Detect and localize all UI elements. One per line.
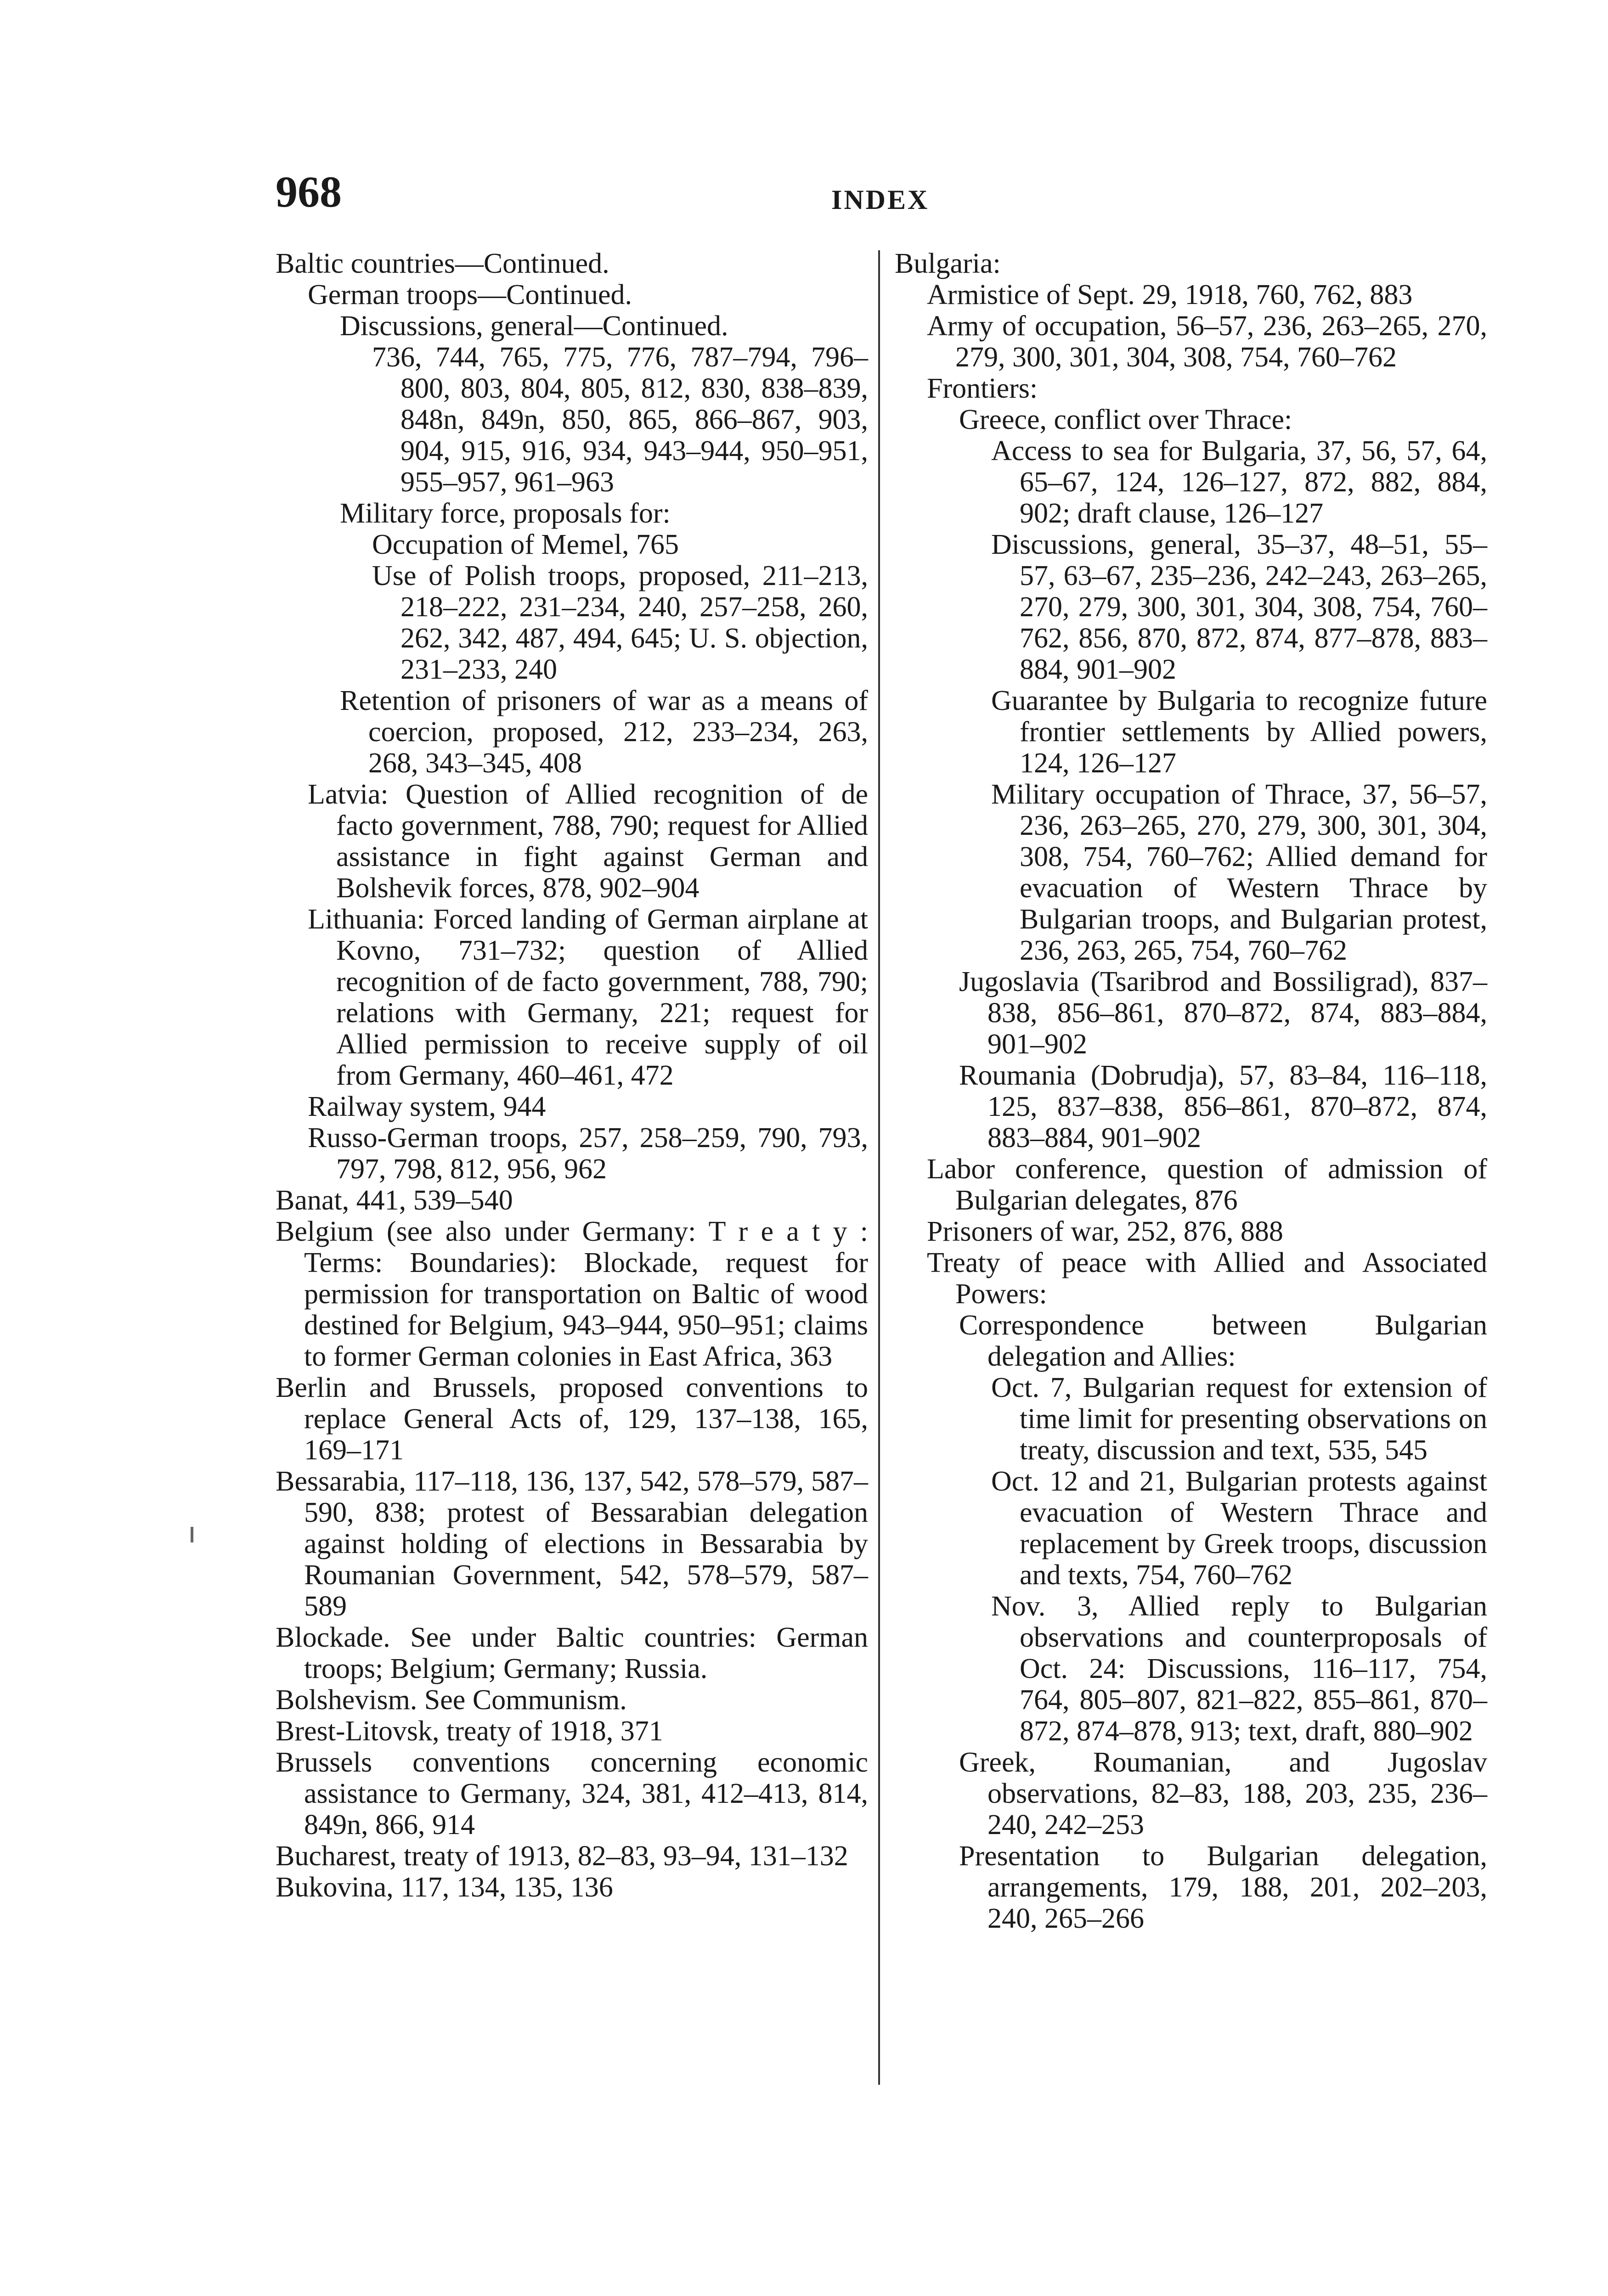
index-entry: Access to sea for Bulgaria, 37, 56, 57, 64, 65–67, 124, 126–127, 872, 882, 884, 902; draft clause, 126–127 (991, 435, 1487, 529)
index-entry: Bessarabia, 117–118, 136, 137, 542, 578–579, 587–590, 838; protest of Bessarabian delegation against holding of elections in Bessarabia by Roumanian Government, 542, 578–579, 587–589 (276, 1466, 868, 1622)
index-entry: Railway system, 944 (308, 1091, 546, 1122)
index-entry: Bolshevism. See Communism. (276, 1684, 627, 1716)
index-entry: Greek, Roumanian, and Jugoslav observations, 82–83, 188, 203, 235, 236–240, 242–253 (959, 1747, 1487, 1840)
column-divider (878, 250, 880, 2085)
index-entry: Belgium (see also under Germany: T r e a t y : Terms: Boundaries): Blockade, request for permission for transportation on Baltic of wood destined for Belgium, 943–944, 950–951; claims to former German colonies in East Africa, 363 (276, 1216, 868, 1372)
index-entry: Armistice of Sept. 29, 1918, 760, 762, 883 (927, 279, 1413, 310)
index-entry: 736, 744, 765, 775, 776, 787–794, 796–800, 803, 804, 805, 812, 830, 838–839, 848n, 849n, 850, 865, 866–867, 903, 904, 915, 916, 934, 943–944, 950–951, 955–957, 961–963 (372, 342, 868, 498)
index-entry: Brussels conventions concerning economic assistance to Germany, 324, 381, 412–413, 814, 849n, 866, 914 (276, 1747, 868, 1840)
page-number: 968 (276, 167, 342, 216)
stray-mark (191, 1527, 193, 1542)
index-column-right (895, 248, 1487, 1934)
index-entry: Military force, proposals for: (340, 498, 671, 529)
index-entry: Lithuania: Forced landing of German airplane at Kovno, 731–732; question of Allied recognition of de facto government, 788, 790; relations with Germany, 221; request for Allied permission to receive supply of oil from Germany, 460–461, 472 (308, 904, 868, 1091)
index-entry: Oct. 7, Bulgarian request for extension of time limit for presenting observations on treaty, discussion and text, 535, 545 (991, 1372, 1487, 1466)
index-column-left (276, 248, 868, 1903)
index-entry: Presentation to Bulgarian delegation, arrangements, 179, 188, 201, 202–203, 240, 265–266 (959, 1840, 1487, 1934)
index-entry: Baltic countries—Continued. (276, 248, 609, 279)
index-entry: Oct. 12 and 21, Bulgarian protests against evacuation of Western Thrace and replacement by Greek troops, discussion and texts, 754, 760–762 (991, 1466, 1487, 1591)
index-entry: Correspondence between Bulgarian delegation and Allies: (959, 1310, 1487, 1372)
index-entry: Russo-German troops, 257, 258–259, 790, 793, 797, 798, 812, 956, 962 (308, 1122, 868, 1185)
running-head: INDEX (831, 185, 930, 215)
index-entry: Berlin and Brussels, proposed conventions to replace General Acts of, 129, 137–138, 165, 169–171 (276, 1372, 868, 1466)
index-entry: Prisoners of war, 252, 876, 888 (927, 1216, 1283, 1247)
index-entry: Bulgaria: (895, 248, 1001, 279)
index-entry: Military occupation of Thrace, 37, 56–57, 236, 263–265, 270, 279, 300, 301, 304, 308, 754, 760–762; Allied demand for evacuation of Western Thrace by Bulgarian troops, and Bulgarian protest, 236, 263, 265, 754, 760–762 (991, 779, 1487, 966)
index-entry: Roumania (Dobrudja), 57, 83–84, 116–118, 125, 837–838, 856–861, 870–872, 874, 883–884, 901–902 (959, 1060, 1487, 1154)
index-entry: Greece, conflict over Thrace: (959, 404, 1292, 435)
index-entry: Discussions, general—Continued. (340, 310, 728, 342)
index-entry: Latvia: Question of Allied recognition of de facto government, 788, 790; request for Allied assistance in fight against German and Bolshevik forces, 878, 902–904 (308, 779, 868, 904)
index-entry: Brest-Litovsk, treaty of 1918, 371 (276, 1716, 663, 1747)
index-entry: Use of Polish troops, proposed, 211–213, 218–222, 231–234, 240, 257–258, 260, 262, 342, 487, 494, 645; U. S. objection, 231–233, 240 (372, 560, 868, 685)
index-entry: Jugoslavia (Tsaribrod and Bossiligrad), 837–838, 856–861, 870–872, 874, 883–884, 901–902 (959, 966, 1487, 1060)
index-entry: Occupation of Memel, 765 (372, 529, 679, 560)
index-entry: Bukovina, 117, 134, 135, 136 (276, 1872, 613, 1903)
index-entry: German troops—Continued. (308, 279, 632, 310)
index-entry: Nov. 3, Allied reply to Bulgarian observations and counterproposals of Oct. 24: Discussions, 116–117, 754, 764, 805–807, 821–822, 855–861, 870–872, 874–878, 913; text, draft, 880–902 (991, 1591, 1487, 1747)
index-entry: Labor conference, question of admission of Bulgarian delegates, 876 (927, 1154, 1487, 1216)
index-entry: Blockade. See under Baltic countries: German troops; Belgium; Germany; Russia. (276, 1622, 868, 1684)
index-entry: Retention of prisoners of war as a means of coercion, proposed, 212, 233–234, 263, 268, 343–345, 408 (340, 685, 868, 779)
index-entry: Guarantee by Bulgaria to recognize future frontier settlements by Allied powers, 124, 126–127 (991, 685, 1487, 779)
index-entry: Discussions, general, 35–37, 48–51, 55–57, 63–67, 235–236, 242–243, 263–265, 270, 279, 300, 301, 304, 308, 754, 760–762, 856, 870, 872, 874, 877–878, 883–884, 901–902 (991, 529, 1487, 685)
index-entry: Frontiers: (927, 373, 1038, 404)
index-entry: Army of occupation, 56–57, 236, 263–265, 270, 279, 300, 301, 304, 308, 754, 760–762 (927, 310, 1487, 373)
index-entry: Treaty of peace with Allied and Associated Powers: (927, 1247, 1487, 1310)
index-entry: Bucharest, treaty of 1913, 82–83, 93–94, 131–132 (276, 1840, 848, 1872)
index-entry: Banat, 441, 539–540 (276, 1185, 513, 1216)
